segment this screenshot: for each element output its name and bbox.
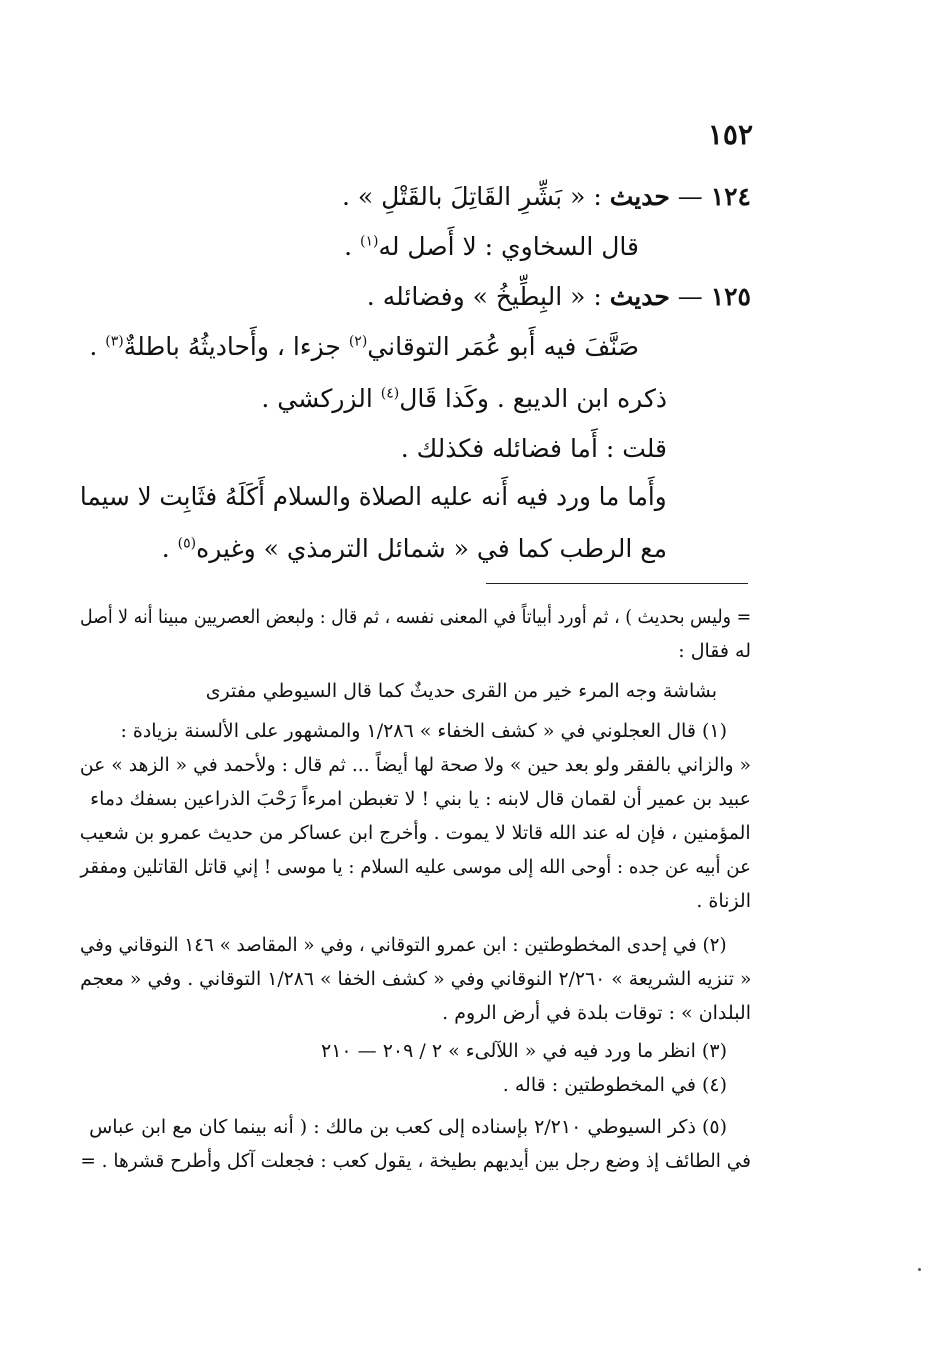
entry-125-line-4: وأَما ما ورد فيه أَنه عليه الصلاة والسلام أَكَلَهُ فثَابِت لا سيما xyxy=(80,482,667,511)
footnote-4: (٤) في المخطوطتين : قاله . xyxy=(502,1074,727,1096)
footnote-1-line: عبيد بن عمير أن لقمان قال لابنه : يا بني ! لا تغبطن امرءاً رَحْبَ الذراعين بسفك دماء xyxy=(90,788,751,810)
entry-number: ١٢٥ xyxy=(710,282,751,311)
footnote-continuation-line: = وليس بحديث ) ، ثم أورد أبياتاً في المعنى نفسه ، ثم قال : ولبعض العصريين مبينا أنه لا أصل xyxy=(79,606,751,628)
footnote-ref: (٢) xyxy=(348,333,368,350)
footnote-ref: (٥) xyxy=(177,535,197,552)
footnote-verse: بشاشة وجه المرء خير من القرى حديثٌ كما قال السيوطي مفترى xyxy=(205,680,717,702)
entry-125-line-1: صَنَّفَ فيه أَبو عُمَر التوقاني$^{(٢)}$ جزءا ، وأَحاديثُهُ باطلةٌ$^{(٣)}$ . xyxy=(89,332,639,361)
entry-125-line-3: قلت : أَما فضائله فكذلك . xyxy=(400,434,667,463)
footnote-ref: (٣) xyxy=(105,333,124,350)
footnote-5-line: (٥) ذكر السيوطي ٢/٢١٠ بإسناده إلى كعب بن مالك : ( أنه بينما كان مع ابن عباس xyxy=(89,1116,727,1138)
footnote-2-line: البلدان » : توقات بلدة في أرض الروم . xyxy=(442,1002,751,1024)
entry-125-line-2: ذكره ابن الديبع . وكَذا قَال$^{(٤)}$ الزركشي . xyxy=(261,384,667,413)
entry-text: : « البِطِّيخُ » وفضائله . xyxy=(366,282,610,311)
entry-label: حديث xyxy=(609,282,670,311)
entry-124-note: قال السخاوي : لا أَصل له$^{(١)}$ . xyxy=(344,232,639,261)
entry-text: : « بَشِّرِ القَاتِلَ بالقَتْلِ » . xyxy=(342,182,610,211)
entry-124-heading: ١٢٤ — حديث : « بَشِّرِ القَاتِلَ بالقَتْلِ » . xyxy=(342,182,751,211)
footnote-continuation-line: له فقال : xyxy=(678,640,751,662)
footnote-2-line: « تنزيه الشريعة » ٢/٢٦٠ النوقاني وفي « كشف الخفا » ١/٢٨٦ التوقاني . وفي « معجم xyxy=(79,968,751,990)
entry-125-line-5: مع الرطب كما في « شمائل الترمذي » وغيره$^{(٥)}$ . xyxy=(161,534,667,563)
entry-label: حديث xyxy=(609,182,670,211)
footnote-3: (٣) انظر ما ورد فيه في « اللآلىء » ٢ / ٢٠٩ — ٢١٠ xyxy=(320,1040,727,1062)
footnote-2-line: (٢) في إحدى المخطوطتين : ابن عمرو التوقاني ، وفي « المقاصد » ١٤٦ النوقاني وفي xyxy=(80,934,727,956)
footnote-1-line: « والزاني بالفقر ولو بعد حين » ولا صحة لها أيضاً ... ثم قال : ولأحمد في « الزهد » عن xyxy=(79,754,751,776)
footnote-5-line: في الطائف إذ وضع رجل بين أيديهم بطيخة ، يقول كعب : فجعلت آكل وأطرح قشرها . = xyxy=(80,1150,751,1172)
entry-number: ١٢٤ xyxy=(710,182,751,211)
entry-125-heading: ١٢٥ — حديث : « البِطِّيخُ » وفضائله . xyxy=(366,282,751,311)
footnote-1-line: الزناة . xyxy=(696,890,751,912)
footnote-1-line: عن أبيه عن جده : أوحى الله إلى موسى عليه السلام : يا موسى ! إني قاتل القاتلين ومفقر xyxy=(80,856,751,878)
page-number: ١٥٢ xyxy=(707,118,753,151)
footnote-1-line: (١) قال العجلوني في « كشف الخفاء » ١/٢٨٦ والمشهور على الألسنة بزيادة : xyxy=(120,720,727,742)
footnote-ref: (٤) xyxy=(380,385,400,402)
scan-speck xyxy=(918,1268,921,1271)
footnote-divider xyxy=(486,583,748,584)
footnote-1-line: المؤمنين ، فإن له عند الله قاتلا لا يموت . وأخرج ابن عساكر من حديث عمرو بن شعيب xyxy=(80,822,751,844)
footnote-ref: (١) xyxy=(359,233,379,250)
